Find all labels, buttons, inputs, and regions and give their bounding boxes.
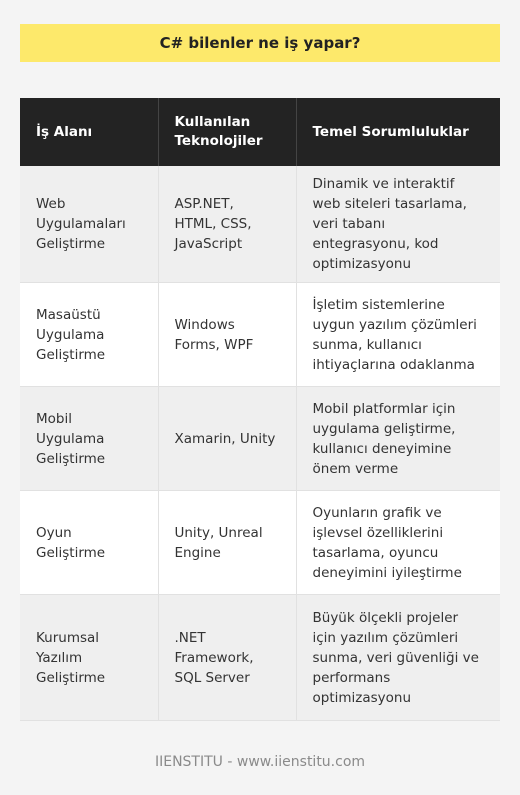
cell-sorumluluklar: Dinamik ve interaktif web siteleri tasarlama, veri tabanı entegrasyonu, kod optimizasyonu [296,166,500,283]
header-teknolojiler: Kullanılan Teknolojiler [158,98,296,166]
table-header-row [20,98,500,166]
jobs-table [20,98,500,721]
cell-is-alani: Kurumsal Yazılım Geliştirme [20,595,158,721]
header-sorumluluklar: Temel Sorumluluklar [296,98,500,166]
table-row [20,283,500,387]
cell-sorumluluklar: İşletim sistemlerine uygun yazılım çözümleri sunma, kullanıcı ihtiyaçlarına odaklanma [296,283,500,387]
cell-sorumluluklar: Mobil platformlar için uygulama geliştirme, kullanıcı deneyimine önem verme [296,387,500,491]
footer-credit: IIENSTITU - www.iienstitu.com [154,754,366,770]
cell-teknolojiler: Unity, Unreal Engine [158,491,296,595]
cell-teknolojiler: .NET Framework, SQL Server [158,595,296,721]
cell-sorumluluklar: Oyunların grafik ve işlevsel özelliklerini tasarlama, oyuncu deneyimini iyileştirme [296,491,500,595]
cell-teknolojiler: Xamarin, Unity [158,387,296,491]
page-title: C# bilenler ne iş yapar? [20,24,500,62]
cell-is-alani: Mobil Uygulama Geliştirme [20,387,158,491]
cell-is-alani: Masaüstü Uygulama Geliştirme [20,283,158,387]
cell-is-alani: Web Uygulamaları Geliştirme [20,166,158,283]
table-row [20,387,500,491]
cell-sorumluluklar: Büyük ölçekli projeler için yazılım çözümleri sunma, veri güvenliği ve performans optimizasyonu [296,595,500,721]
table-row [20,595,500,721]
cell-teknolojiler: ASP.NET, HTML, CSS, JavaScript [158,166,296,283]
header-is-alani: İş Alanı [20,98,158,166]
table-row [20,491,500,595]
cell-teknolojiler: Windows Forms, WPF [158,283,296,387]
cell-is-alani: Oyun Geliştirme [20,491,158,595]
table-row [20,166,500,283]
